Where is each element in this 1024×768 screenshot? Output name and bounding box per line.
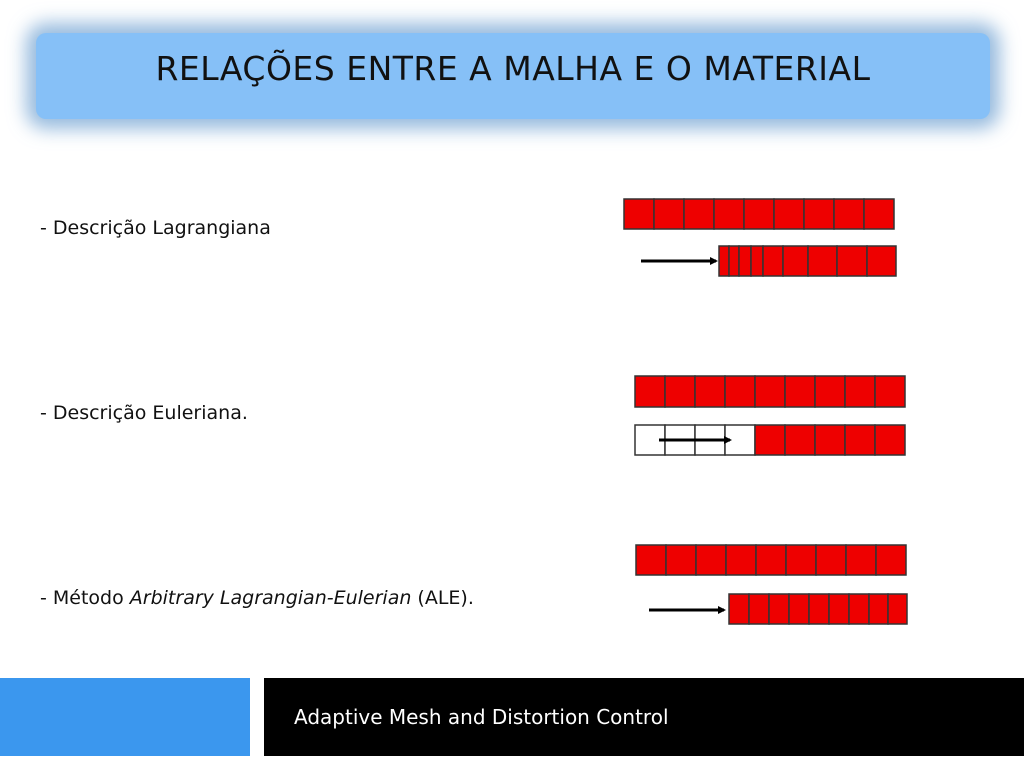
lagrangian-deformed-cell — [719, 246, 729, 276]
ale-mesh-cell — [726, 545, 756, 575]
lagrangian-deformed-cell — [837, 246, 867, 276]
eulerian-fixed-cell — [755, 425, 785, 455]
ale-deformed-cell — [888, 594, 907, 624]
lagrangian-deformed-cell — [739, 246, 751, 276]
diagram-group — [624, 199, 907, 624]
lagrangian-mesh-cell — [864, 199, 894, 229]
lagrangian-mesh-cell — [804, 199, 834, 229]
lagrangian-mesh-cell — [834, 199, 864, 229]
eulerian-mesh-cell — [725, 376, 755, 407]
lagrangian-mesh-cell — [774, 199, 804, 229]
lagrangian-mesh-cell — [714, 199, 744, 229]
ale-deformed-cell — [729, 594, 749, 624]
lagrangian-mesh-cell — [654, 199, 684, 229]
ale-mesh-cell — [786, 545, 816, 575]
footer-text: Adaptive Mesh and Distortion Control — [294, 705, 669, 729]
lagrangian-deformed-cell — [808, 246, 837, 276]
bullet-ale-prefix: - Método — [40, 587, 130, 609]
eulerian-mesh-cell — [785, 376, 815, 407]
bullet-ale-suffix: (ALE). — [411, 587, 474, 609]
footer-bar — [264, 678, 1024, 756]
bullet-lagrangian-text: - Descrição Lagrangiana — [40, 217, 271, 239]
ale-deformed-cell — [769, 594, 789, 624]
eulerian-mesh-cell — [635, 376, 665, 407]
ale-deformed-cell — [849, 594, 869, 624]
ale-deformed-cell — [789, 594, 809, 624]
ale-deformed-cell — [809, 594, 829, 624]
eulerian-mesh-cell — [755, 376, 785, 407]
eulerian-fixed-cell — [785, 425, 815, 455]
ale-mesh-cell — [876, 545, 906, 575]
eulerian-mesh-cell — [695, 376, 725, 407]
lagrangian-deformed-cell — [763, 246, 783, 276]
lagrangian-deformed-cell — [751, 246, 763, 276]
ale-mesh-cell — [846, 545, 876, 575]
ale-deformed-cell — [829, 594, 849, 624]
ale-deformed-cell — [869, 594, 888, 624]
ale-mesh-cell — [636, 545, 666, 575]
lagrangian-mesh-cell — [684, 199, 714, 229]
lagrangian-mesh-cell — [624, 199, 654, 229]
ale-mesh-cell — [696, 545, 726, 575]
ale-mesh-cell — [756, 545, 786, 575]
eulerian-mesh-cell — [665, 376, 695, 407]
lagrangian-mesh-cell — [744, 199, 774, 229]
eulerian-fixed-cell — [875, 425, 905, 455]
footer-accent — [0, 678, 250, 756]
lagrangian-deformed-cell — [729, 246, 739, 276]
ale-mesh-cell — [816, 545, 846, 575]
eulerian-mesh-cell — [845, 376, 875, 407]
eulerian-fixed-cell — [815, 425, 845, 455]
lagrangian-deformed-cell — [783, 246, 808, 276]
bullet-ale-italic: Arbitrary Lagrangian-Eulerian — [129, 587, 412, 609]
slide-title: RELAÇÕES ENTRE A MALHA E O MATERIAL — [155, 48, 871, 88]
ale-deformed-cell — [749, 594, 769, 624]
bullet-eulerian-text: - Descrição Euleriana. — [40, 402, 248, 424]
eulerian-mesh-cell — [875, 376, 905, 407]
lagrangian-deformed-cell — [867, 246, 896, 276]
eulerian-mesh-cell — [815, 376, 845, 407]
eulerian-fixed-cell — [845, 425, 875, 455]
ale-mesh-cell — [666, 545, 696, 575]
